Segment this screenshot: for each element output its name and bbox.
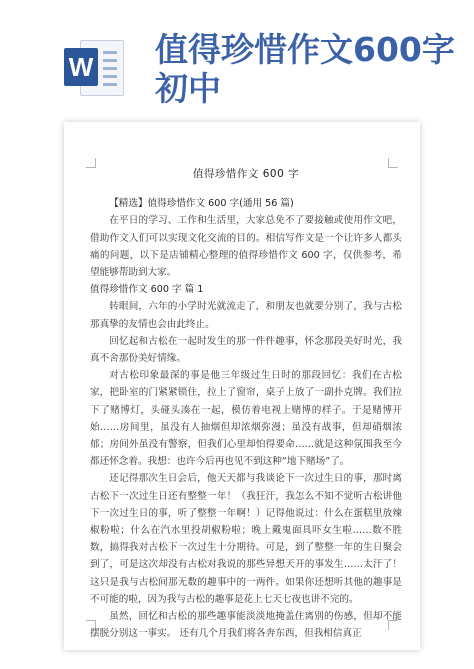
document-preview-page bbox=[64, 122, 420, 650]
word-icon-letter: W bbox=[64, 48, 98, 86]
paragraph: 虽然，回忆和古松的那些趣事能淡淡地掩盖住离别的伤感，但却不能摆脱分别这一事实。 还有几个月我们将各奔东西，但我相信真正 bbox=[90, 611, 402, 640]
paragraph: 还记得那次生日会后，他天天都与我谈论下一次过生日的事，那时离古松下一次过生日还有整整一年！（我狂汗，我怎么不知不觉听古松讲他下一次过生日的事，听了整整一年啊！）记得他说过：什么在蛋糕里放辣椒粉啦；什么在汽水里投胡椒粉啦；晚上戴鬼面具吓女生啦……数不胜数，搞得我对古松下一次过生十分期待。可是，到了整整一年的生日聚会到了，可是这次却没有古松对我说的那些异想天开的事发生……太汗了！这只是我与古松间那无数的趣事中的一两件。如果你还想听其他的趣事是不可能的啦，因为我与古松的趣事是花上七天七夜也讲不完的。 bbox=[90, 473, 402, 605]
paragraph: 在平日的学习、工作和生活里，大家总免不了要接触或使用作文吧，借助作文人们可以实现文化交流的目的。相信写作文是一个让许多人都头痛的问题，以下是店铺精心整理的值得珍惜作文 600 字，仅供参考，希望能够帮助到大家。 bbox=[90, 215, 402, 279]
article-title: 值得珍惜作文 600 字 bbox=[192, 168, 300, 180]
page-header bbox=[0, 0, 474, 110]
word-document-icon bbox=[64, 36, 122, 96]
section-heading: 值得珍惜作文 600 字 篇 1 bbox=[90, 284, 204, 296]
page-title: 值得珍惜作文600字初中 bbox=[155, 30, 455, 108]
paragraph: 对古松印象最深的事是他三年级过生日时的那段回忆：我们在古松家，把卧室的门紧紧锁住，拉上了窗帘，桌子上放了一副扑克牌。我们拉下了赌博灯，头碰头凑在一起，模仿着电视上赌博的样子。于是赌博开始……房间里，虽没有人抽烟但却浓烟弥漫；虽没有战事，但却硝烟浓郁；房间外虽没有警察，但我们心里却怕得要命……就是这种氛围我至今都还怀念着。我想：也许今后再也见不到这种“地下赌场”了。 bbox=[90, 370, 402, 468]
document-body bbox=[90, 166, 402, 642]
paragraph: 转眼间，六年的小学时光就流走了，和朋友也就要分别了，我与古松那真挚的友情也会由此终止。 bbox=[90, 301, 402, 330]
paragraph: 回忆起和古松在一起时发生的那一件件趣事，怀念那段美好时光，我真不舍那份美好情缘。 bbox=[90, 335, 402, 365]
paragraph: 【精选】值得珍惜作文 600 字(通用 56 篇) bbox=[109, 198, 294, 210]
